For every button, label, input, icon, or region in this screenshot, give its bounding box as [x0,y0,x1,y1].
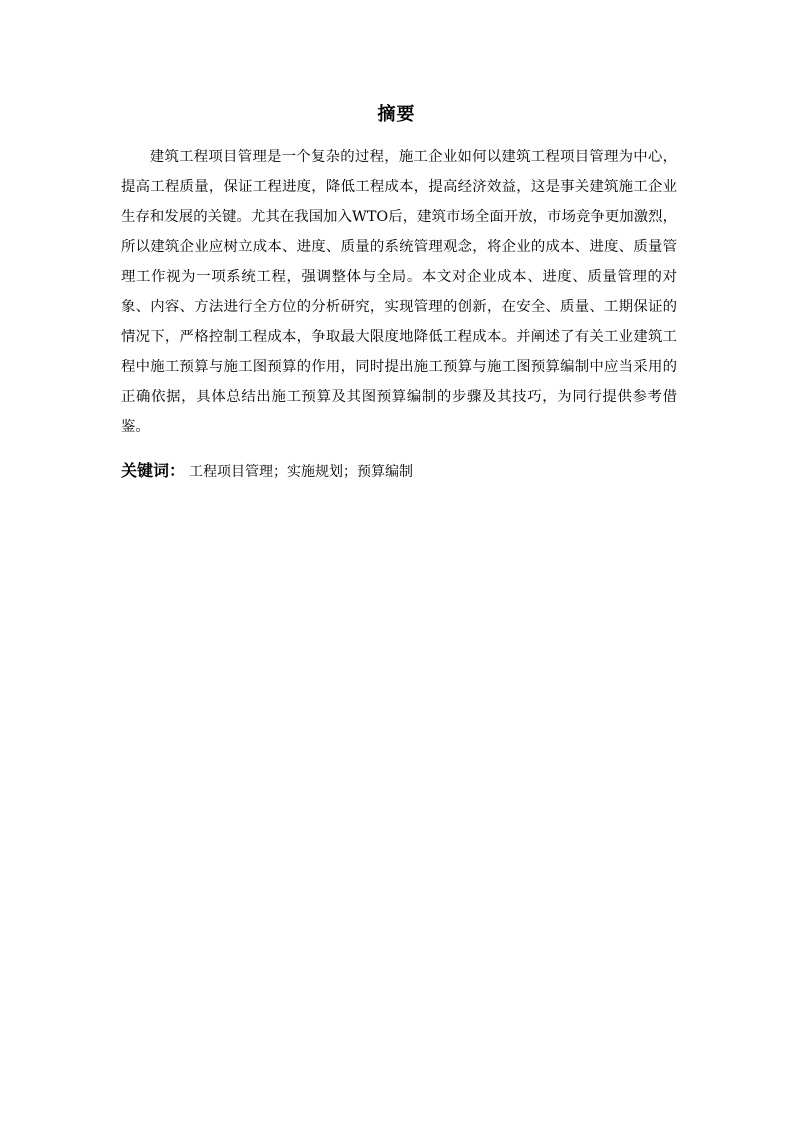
keywords-line [121,459,677,484]
abstract-paragraph: 建筑工程项目管理是一个复杂的过程，施工企业如何以建筑工程项目管理为中心，提高工程质量，保证工程进度，降低工程成本，提高经济效益，这是事关建筑施工企业生存和发展的关键。尤其在我国加入WTO后，建筑市场全面开放，市场竞争更加激烈，所以建筑企业应树立成本、进度、质量的系统管理观念，将企业的成本、进度、质量管理工作视为一项系统工程，强调整体与全局。本文对企业成本、进度、质量管理的对象、内容、方法进行全方位的分析研究，实现管理的创新，在安全、质量、工期保证的情况下，严格控制工程成本，争取最大限度地降低工程成本。并阐述了有关工业建筑工程中施工预算与施工图预算的作用，同时提出施工预算与施工图预算编制中应当采用的正确依据，具体总结出施工预算及其图预算编制的步骤及其技巧，为同行提供参考借鉴。 [121,149,677,435]
abstract-title: 摘要 [377,104,416,125]
keywords-value: 工程项目管理；实施规划；预算编制 [189,464,414,480]
keywords-label: 关键词： [121,461,186,480]
